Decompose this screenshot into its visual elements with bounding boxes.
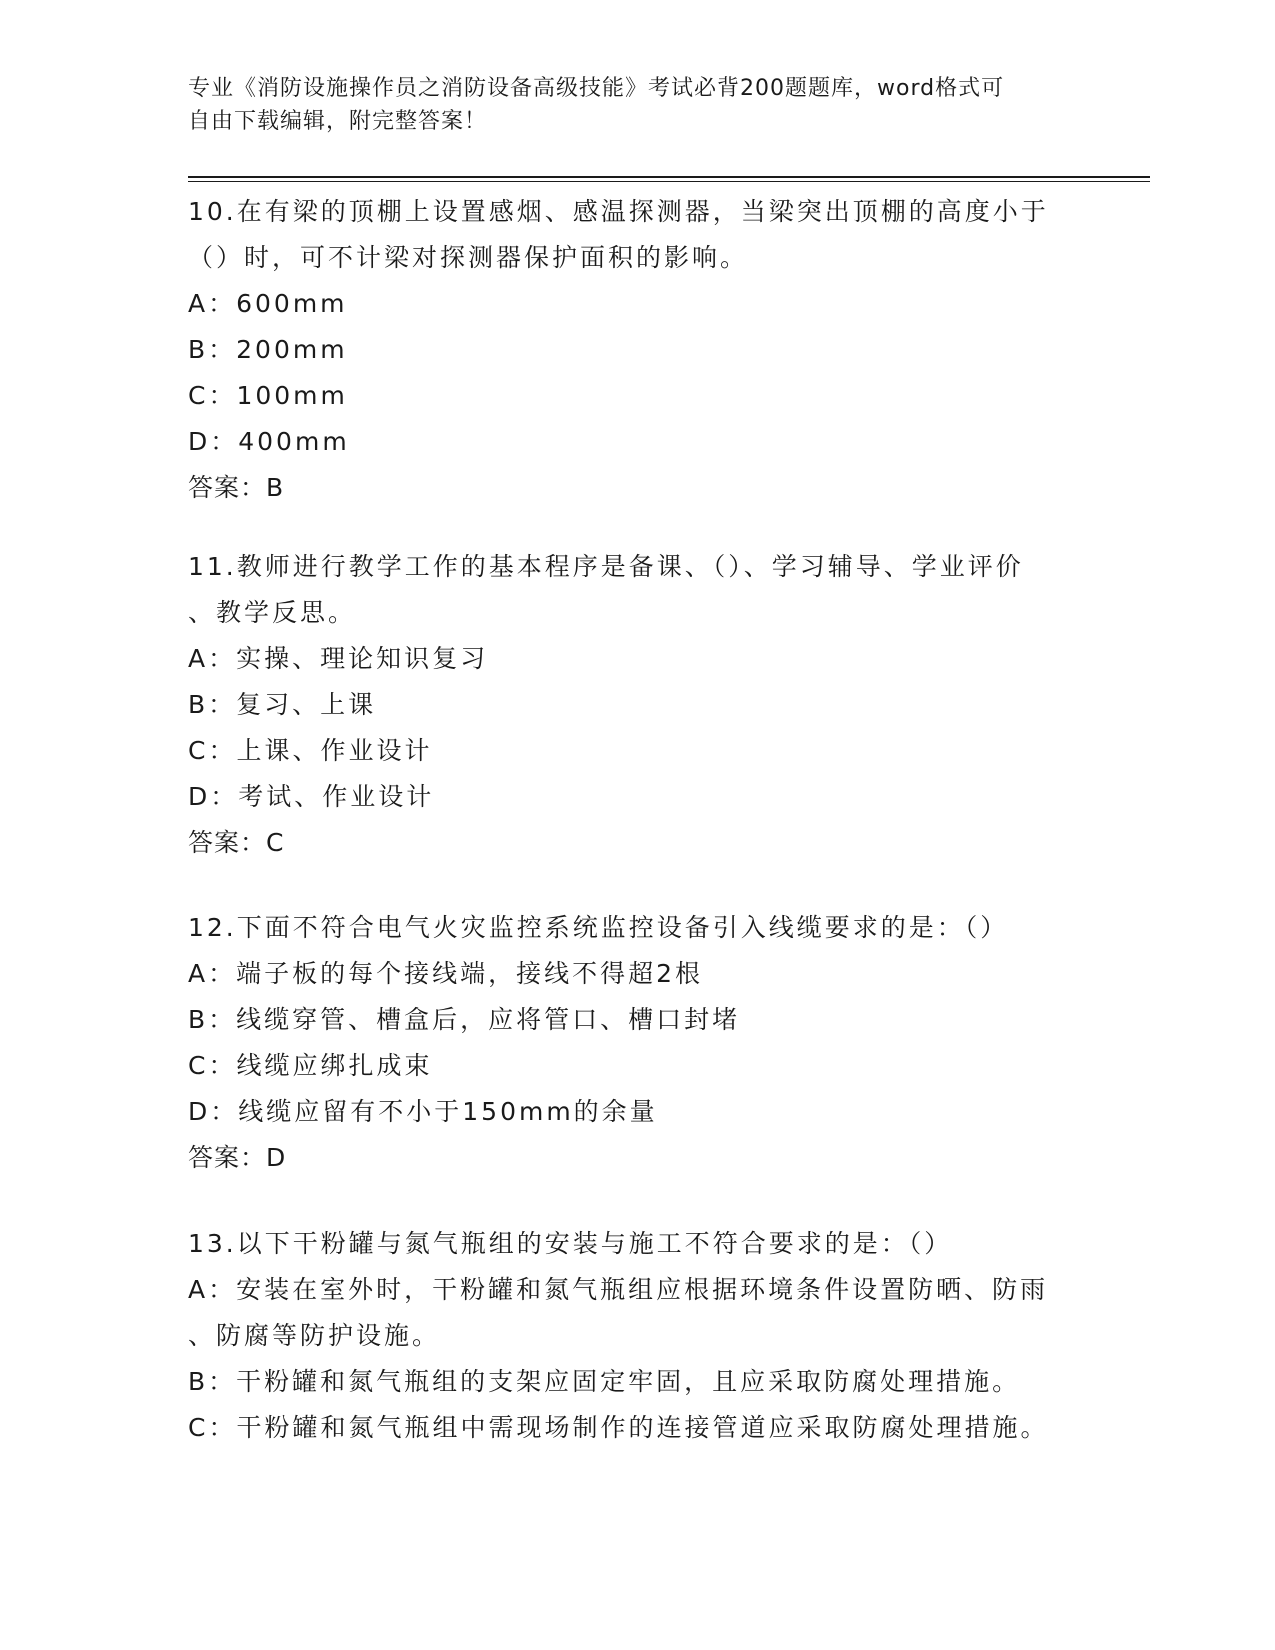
question-13	[188, 1221, 1088, 1451]
header-line-1: 专业《消防设施操作员之消防设备高级技能》考试必背200题题库，word格式可	[188, 76, 1005, 101]
option-c: C：干粉罐和氮气瓶组中需现场制作的连接管道应采取防腐处理措施。	[188, 1413, 1049, 1442]
header-divider	[188, 176, 1150, 178]
option-a: A：安装在室外时，干粉罐和氮气瓶组应根据环境条件设置防晒、防雨	[188, 1275, 1049, 1304]
question-stem: （）时，可不计梁对探测器保护面积的影响。	[188, 243, 749, 272]
option-b: B：复习、上课	[188, 690, 377, 719]
question-stem: 10.在有梁的顶棚上设置感烟、感温探测器，当梁突出顶棚的高度小于	[188, 197, 1049, 226]
option-a: A：600mm	[188, 289, 348, 318]
option-b: B：干粉罐和氮气瓶组的支架应固定牢固，且应采取防腐处理措施。	[188, 1367, 1021, 1396]
option-b: B：线缆穿管、槽盒后，应将管口、槽口封堵	[188, 1005, 741, 1034]
document-header	[188, 72, 1068, 138]
option-a: A：端子板的每个接线端，接线不得超2根	[188, 959, 704, 988]
option-d: D：线缆应留有不小于150mm的余量	[188, 1097, 658, 1126]
question-stem: 11.教师进行教学工作的基本程序是备课、（）、学习辅导、学业评价	[188, 552, 1024, 581]
question-stem: 13.以下干粉罐与氮气瓶组的安装与施工不符合要求的是：（）	[188, 1229, 953, 1258]
question-11	[188, 544, 1088, 866]
question-stem: 12.下面不符合电气火灾监控系统监控设备引入线缆要求的是：（）	[188, 913, 1009, 942]
option-b: B：200mm	[188, 335, 348, 364]
option-d: D：考试、作业设计	[188, 782, 435, 811]
answer-label: 答案：B	[188, 473, 285, 502]
option-c: C：100mm	[188, 381, 348, 410]
option-a-continued: 、防腐等防护设施。	[188, 1321, 441, 1350]
header-line-2: 自由下载编辑，附完整答案！	[188, 109, 488, 134]
question-10	[188, 189, 1088, 511]
question-stem: 、教学反思。	[188, 598, 357, 627]
option-c: C：上课、作业设计	[188, 736, 433, 765]
header-divider-thin	[188, 181, 1150, 182]
option-c: C：线缆应绑扎成束	[188, 1051, 433, 1080]
option-a: A：实操、理论知识复习	[188, 644, 489, 673]
option-d: D：400mm	[188, 427, 350, 456]
answer-label: 答案：D	[188, 1143, 287, 1172]
answer-label: 答案：C	[188, 828, 285, 857]
question-12	[188, 905, 1088, 1181]
